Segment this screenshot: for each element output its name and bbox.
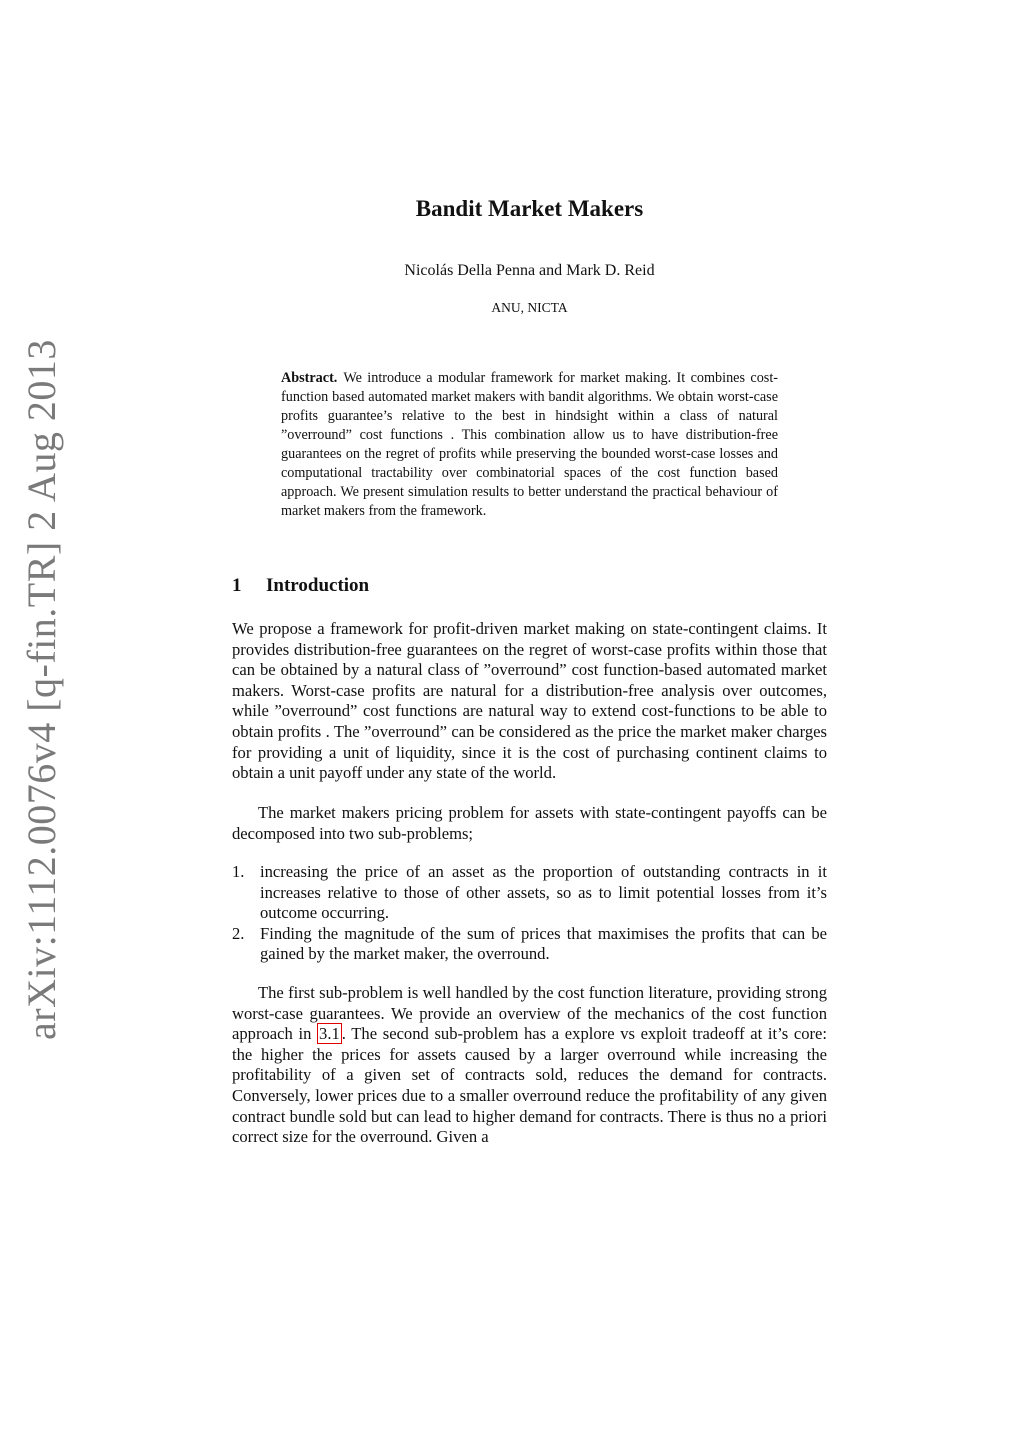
intro-paragraph-2: The market makers pricing problem for assets with state-contingent payoffs can be decomposed into two sub-problems; (232, 803, 827, 843)
section-number: 1 (232, 575, 242, 596)
paragraph-text: . The second sub-problem has a explore vs exploit tradeoff at it’s core: the higher the prices for assets caused by a larger overround while increasing the profitability of a given set of contracts sold, reduces the demand for contracts. Conversely, lower prices due to a smaller overround reduce the profitability of any given contract bundle sold but can lead to higher demand for contracts. There is thus no a priori correct size for the overround. Given a (232, 1024, 827, 1147)
section-reference-link[interactable]: 3.1 (319, 1024, 340, 1044)
sub-problem-list (232, 862, 827, 965)
paragraph-text: The first sub-problem is well handled by the cost function literature, providing strong worst-case guarantees. We provide an overview of the mechanics of the cost function approach in (232, 983, 827, 1044)
abstract-text: We introduce a modular framework for market making. It combines cost-function based automated market makers with bandit algorithms. We obtain worst-case profits guarantee’s relative to the best in hindsight within a class of natural ”overround” cost functions . This combination allow us to have distribution-free guarantees on the regret of profits while preserving the bounded worst-case losses and computational tractability over combinatorial spaces of the cost function based approach. We present simulation results to better understand the practical behaviour of market makers from the framework. (281, 370, 778, 519)
intro-paragraph-1: We propose a framework for profit-driven market making on state-contingent claims. It provides distribution-free guarantees on the regret of worst-case profits within those that can be obtained by a natural class of ”overround” cost function-based automated market makers. Worst-case profits are natural for a distribution-free analysis over outcomes, while ”overround” cost functions are natural way to extend cost-functions to be able to obtain profits . The ”overround” can be considered as the price the market maker charges for providing a unit of liquidity, since it is the cost of purchasing continent claims to obtain a unit payoff under any state of the world. (232, 619, 827, 783)
list-item (232, 924, 827, 965)
list-item-marker: 2. (232, 923, 245, 943)
arxiv-identifier-stamp: arXiv:1112.0076v4 [q-fin.TR] 2 Aug 2013 (19, 339, 64, 1040)
section-title: Introduction (266, 575, 370, 596)
paper-authors: Nicolás Della Penna and Mark D. Reid (404, 262, 655, 279)
paper-title: Bandit Market Makers (415, 196, 644, 221)
author-affiliation: ANU, NICTA (491, 300, 568, 315)
list-item (232, 862, 827, 924)
list-item-text: increasing the price of an asset as the proportion of outstanding contracts in it increases relative to those of other assets, so as to limit potential losses from it’s outcome occurring. (260, 862, 827, 923)
list-item-text: Finding the magnitude of the sum of prices that maximises the profits that can be gained by the market maker, the overround. (260, 923, 827, 964)
list-item-marker: 1. (232, 862, 245, 881)
section-heading-introduction (232, 575, 369, 597)
abstract-label: Abstract. (281, 370, 338, 386)
intro-paragraph-3 (232, 983, 827, 1148)
abstract (281, 369, 778, 521)
